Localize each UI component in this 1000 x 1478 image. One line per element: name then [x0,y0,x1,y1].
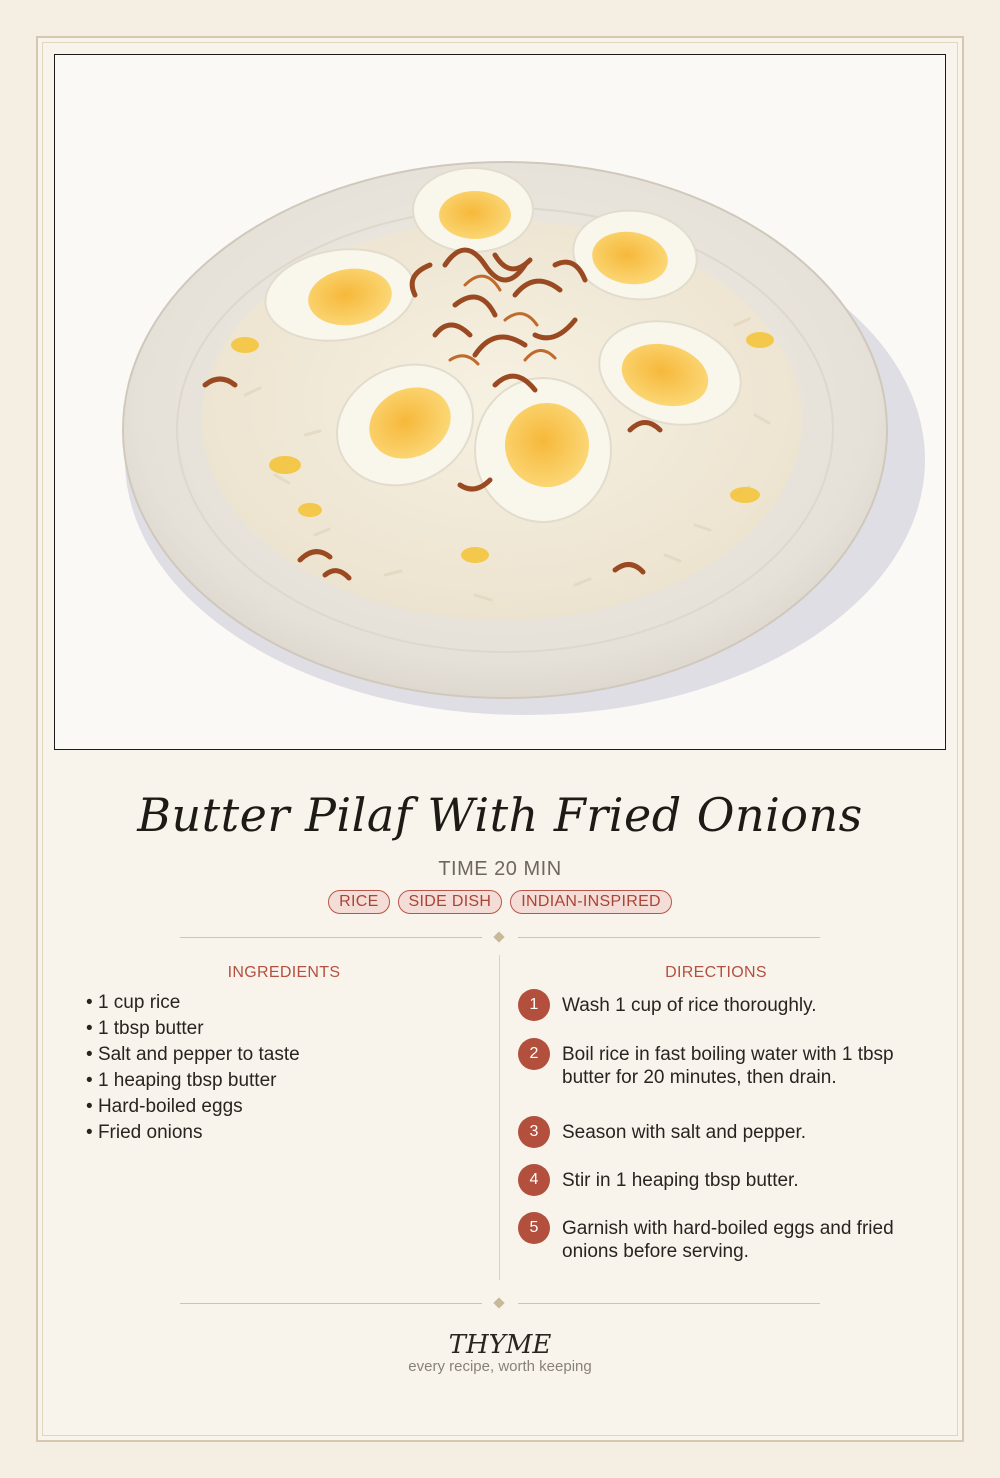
recipe-title: Butter Pilaf With Fried Onions [137,788,863,842]
step-text: Wash 1 cup of rice thoroughly. [562,995,817,1016]
diamond-ornament-icon [493,1297,504,1308]
step-number: 3 [518,1116,550,1148]
step-number: 4 [518,1164,550,1196]
tag-list [0,890,1000,914]
directions-heading: DIRECTIONS [665,964,767,981]
tag-rice: RICE [328,890,389,914]
column-separator [499,955,500,1280]
brand-tagline: every recipe, worth keeping [408,1358,592,1375]
ingredient-item: • 1 heaping tbsp butter [86,1068,300,1094]
ingredient-item: • 1 tbsp butter [86,1016,300,1042]
step-text: Garnish with hard-boiled eggs and fried onions before serving. [562,1218,894,1262]
ingredient-item: • Salt and pepper to taste [86,1042,300,1068]
cook-time: TIME 20 MIN [438,858,562,880]
step-text: Stir in 1 heaping tbsp butter. [562,1170,799,1191]
dish-illustration [54,54,946,750]
ingredient-item: • Fried onions [86,1120,300,1146]
step-number: 2 [518,1038,550,1070]
ingredients-list [86,990,300,1146]
ingredients-heading: INGREDIENTS [227,964,341,981]
diamond-ornament-icon [493,931,504,942]
ingredient-item: • Hard-boiled eggs [86,1094,300,1120]
tag-indian-inspired: INDIAN-INSPIRED [510,890,672,914]
bottom-divider [180,1298,820,1310]
step-number: 5 [518,1212,550,1244]
step-number: 1 [518,989,550,1021]
ingredient-item: • 1 cup rice [86,990,300,1016]
tag-side-dish: SIDE DISH [398,890,503,914]
top-divider [180,932,820,944]
brand-name: THYME [448,1330,552,1360]
step-text: Boil rice in fast boiling water with 1 tbsp butter for 20 minutes, then drain. [562,1044,894,1088]
step-text: Season with salt and pepper. [562,1122,807,1143]
